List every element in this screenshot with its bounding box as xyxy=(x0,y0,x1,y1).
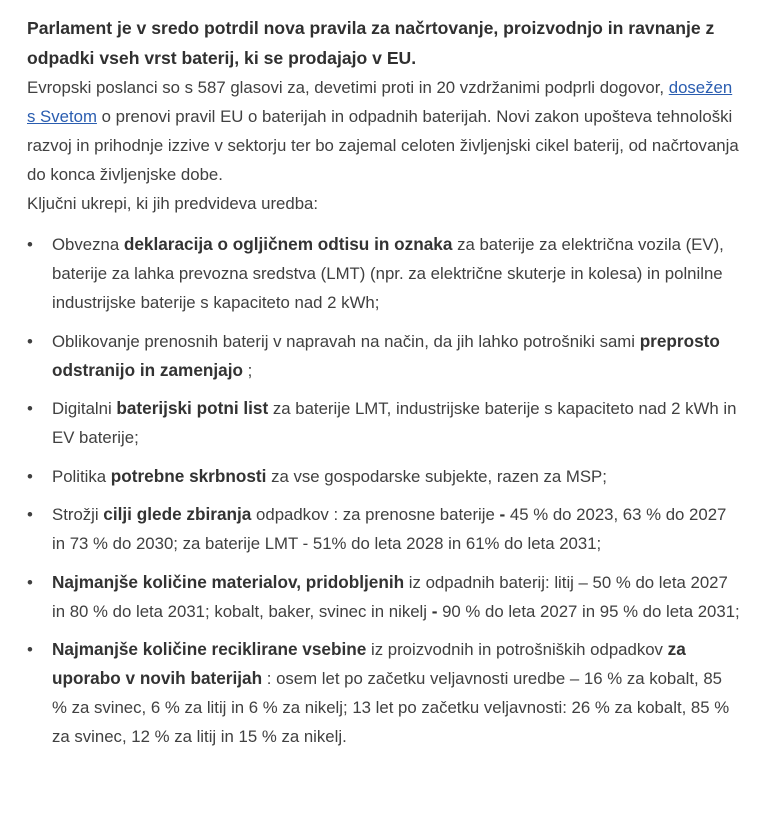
item-text: ; xyxy=(243,360,253,380)
list-item xyxy=(27,635,740,751)
item-text: Oblikovanje prenosnih baterij v napravah na način, da jih lahko potrošniki sami xyxy=(52,331,640,351)
key-measures-intro: Ključni ukrepi, ki jih predvideva uredba: xyxy=(27,194,319,213)
intro-paragraph xyxy=(27,73,740,189)
item-emphasis: potrebne skrbnosti xyxy=(110,465,267,486)
list-item xyxy=(27,230,740,317)
item-text: odpadkov : za prenosne baterije xyxy=(251,505,500,524)
item-emphasis: preprosto odstranijo in zamenjajo xyxy=(52,330,720,380)
item-text: : osem let po začetku veljavnosti uredbe – 16 % za kobalt, 85 % za svinec, 6 % za litij in 6 % za nikelj; 13 let po začetku veljavnosti: 26 % za kobalt, 85 % za svinec, 12 % za litij in 15 % za nikelj. xyxy=(52,669,730,746)
bullet-icon: • xyxy=(27,505,33,524)
bullet-icon: • xyxy=(27,640,33,659)
item-emphasis: Najmanjše količine reciklirane vsebine xyxy=(52,639,367,659)
item-text: 90 % do leta 2027 in 95 % do leta 2031; xyxy=(437,601,740,621)
list-item xyxy=(27,568,740,626)
bullet-icon: • xyxy=(27,331,33,351)
key-measures-list xyxy=(27,230,740,751)
item-emphasis: deklaracija o ogljičnem odtisu in oznaka xyxy=(123,234,453,254)
item-text: za vse gospodarske subjekte, razen za MSP; xyxy=(266,466,607,486)
item-text: Politika xyxy=(52,466,111,486)
list-item xyxy=(27,327,740,385)
item-emphasis: baterijski potni list xyxy=(116,398,269,418)
list-item xyxy=(27,462,740,491)
item-text: za baterije za električna vozila (EV), baterije za lahka prevozna sredstva (LMT) (npr. za električne skuterje in kolesa) in polnilne industrijske baterije s kapaciteto nad 2 kWh; xyxy=(52,235,724,312)
item-text: iz proizvodnih in potrošniških odpadkov xyxy=(366,640,668,659)
item-text: za baterije LMT, industrijske baterije s kapaciteto nad 2 kWh in EV baterije; xyxy=(52,399,737,447)
list-item xyxy=(27,500,740,558)
item-text: Digitalni xyxy=(52,399,117,418)
item-emphasis: Najmanjše količine materialov, pridobljenih xyxy=(52,571,405,592)
bullet-icon: • xyxy=(27,235,33,254)
bullet-icon: • xyxy=(27,572,33,592)
lead-paragraph: Parlament je v sredo potrdil nova pravila za načrtovanje, proizvodnjo in ravnanje z odpadki vseh vrst baterij, ki se prodajajo v EU. xyxy=(27,18,715,68)
item-emphasis: - xyxy=(499,504,506,524)
item-emphasis: cilji glede zbiranja xyxy=(103,504,252,524)
list-item xyxy=(27,394,740,452)
bullet-icon: • xyxy=(27,466,33,486)
item-emphasis: - xyxy=(431,600,438,621)
intro-text-before-link: Evropski poslanci so s 587 glasovi za, devetimi proti in 20 vzdržanimi podprli dogovor, xyxy=(27,78,669,97)
intro-text-after-link: o prenovi pravil EU o baterijah in odpadnih baterijah. Novi zakon upošteva tehnološki razvoj in prihodnje izzive v sektorju ter bo zajemal celoten življenjski cikel baterij, od načrtovanja do konca življenjske dobe. xyxy=(27,107,739,184)
item-text: iz odpadnih baterij: litij – 50 % do leta 2027 in 80 % do leta 2031; kobalt, baker, svinec in nikelj xyxy=(52,572,728,621)
item-text: 45 % do 2023, 63 % do 2027 in 73 % do 2030; za baterije LMT - 51% do leta 2028 in 61% do leta 2031; xyxy=(52,505,727,553)
council-agreement-link[interactable]: dosežen s Svetom xyxy=(27,78,733,126)
item-text: Obvezna xyxy=(52,235,124,254)
item-text: Strožji xyxy=(52,505,104,524)
item-emphasis: za uporabo v novih baterijah xyxy=(52,639,686,688)
bullet-icon: • xyxy=(27,399,33,418)
